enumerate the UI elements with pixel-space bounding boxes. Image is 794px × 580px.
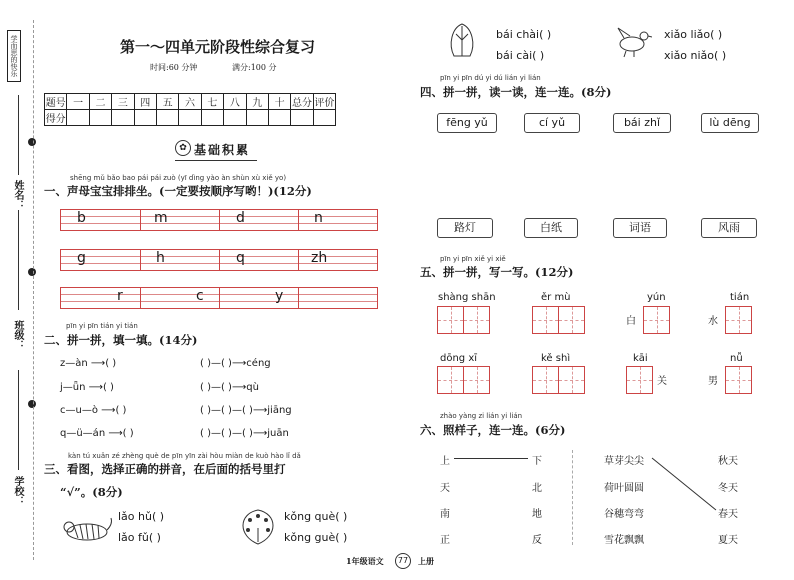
initial-letter: g (77, 250, 86, 266)
score-input[interactable] (224, 110, 246, 126)
match-left[interactable]: 雪花飘飘 (604, 535, 644, 546)
q2-line-left[interactable]: j—ǖn ⟶( ) (60, 382, 114, 393)
q6-title: 六、照样子，连一连。(6分) (420, 423, 566, 437)
q5-char: 白 (626, 316, 636, 327)
peacock-picture (238, 506, 278, 546)
q5-pinyin-prompt: dōng xī (440, 353, 478, 364)
initial-letter: b (77, 210, 86, 226)
score-input[interactable] (201, 110, 223, 126)
leaf-icon: ✿ (175, 140, 191, 156)
word-card[interactable]: 白纸 (524, 218, 578, 238)
match-left[interactable]: 荷叶圆圆 (604, 483, 644, 494)
initial-letter: zh (311, 250, 328, 266)
q6-pinyin: zhào yàng zi lián yi lián (440, 412, 523, 420)
option-b[interactable]: lǎo fǔ( ) (118, 531, 161, 544)
banner-underline (175, 160, 257, 161)
score-table (44, 93, 336, 126)
q4-pinyin: pīn yi pīn dú yi dú lián yi lián (440, 74, 541, 82)
time-limit: 时间:60 分钟 (150, 63, 198, 72)
class-label: 班级： (12, 320, 23, 350)
word-card[interactable]: 风雨 (701, 218, 757, 238)
initial-letter: y (275, 288, 284, 304)
writing-line[interactable] (60, 249, 378, 271)
q5-pinyin-prompt: tián (730, 292, 750, 303)
name-label: 姓名： (12, 180, 23, 210)
table-cell: 三 (112, 94, 134, 110)
q5-pinyin: pīn yi pīn xiě yi xiě (440, 255, 506, 263)
q5-char: 关 (657, 376, 667, 387)
tianzige-cell[interactable] (532, 366, 559, 394)
match-right[interactable]: 下 (532, 456, 542, 467)
score-input[interactable] (134, 110, 156, 126)
q2-line-right[interactable]: ( )—( )—( )⟶juān (200, 428, 289, 439)
sidebar-strip: 学而思的快乐 (7, 30, 21, 82)
table-cell: 八 (224, 94, 246, 110)
q2-pinyin: pīn yi pīn tián yi tián (66, 322, 138, 330)
option-a[interactable]: kǒng què( ) (284, 510, 348, 523)
pinyin-card[interactable]: fēng yǔ (437, 113, 497, 133)
initial-letter: c (196, 288, 204, 304)
q2-title: 二、拼一拼，填一填。(14分) (44, 333, 198, 347)
table-cell: 四 (134, 94, 156, 110)
tianzige-cell[interactable] (463, 306, 490, 334)
q2-line-right[interactable]: ( )—( )⟶céng (200, 358, 271, 369)
school-line (18, 370, 19, 470)
initial-letter: r (117, 288, 123, 304)
score-input[interactable] (179, 110, 201, 126)
q2-line-right[interactable]: ( )—( )—( )⟶jiāng (200, 405, 292, 416)
tianzige-cell[interactable] (437, 366, 464, 394)
q4-title: 四、拼一拼，读一读，连一连。(8分) (420, 85, 612, 99)
name-line (18, 95, 19, 175)
cut-line (33, 20, 34, 560)
score-input[interactable] (112, 110, 134, 126)
score-input[interactable] (313, 110, 335, 126)
table-cell: 评价 (313, 94, 335, 110)
table-cell: 题号 (45, 94, 67, 110)
score-input[interactable] (268, 110, 290, 126)
q5-title: 五、拼一拼，写一写。(12分) (420, 265, 574, 279)
page-number: 77 (395, 553, 411, 569)
initial-letter: n (314, 210, 323, 226)
pinyin-card[interactable]: bái zhǐ (613, 113, 671, 133)
tianzige-cell[interactable] (725, 306, 752, 334)
match-right[interactable]: 夏天 (718, 535, 738, 546)
q1-pinyin: shēng mǔ bǎo bao pái pái zuò (yī dìng yào àn shùn xù xiě yo) (70, 174, 287, 182)
initial-letter: q (236, 250, 245, 266)
q5-pinyin-prompt: shàng shān (438, 292, 496, 303)
q5-pinyin-prompt: yún (647, 292, 666, 303)
tianzige-cell[interactable] (463, 366, 490, 394)
q5-char: 水 (708, 316, 718, 327)
school-label: 学校： (12, 476, 23, 506)
pinyin-card[interactable]: lù dēng (701, 113, 759, 133)
q3-title: 三、看图，选择正确的拼音，在后面的括号里打 (44, 462, 286, 476)
table-cell: 五 (156, 94, 178, 110)
match-right[interactable]: 反 (532, 535, 542, 546)
match-left[interactable]: 正 (440, 535, 450, 546)
table-cell: 总分 (291, 94, 313, 110)
score-table-score-row (45, 110, 336, 126)
binding-hole (28, 138, 36, 146)
table-cell: 一 (67, 94, 89, 110)
table-cell: 六 (179, 94, 201, 110)
binding-hole (28, 268, 36, 276)
table-cell: 九 (246, 94, 268, 110)
score-input[interactable] (67, 110, 89, 126)
tianzige-cell[interactable] (725, 366, 752, 394)
writing-line[interactable] (60, 209, 378, 231)
table-cell: 十 (268, 94, 290, 110)
match-right[interactable]: 春天 (718, 509, 738, 520)
initial-letter: d (236, 210, 245, 226)
table-cell: 七 (201, 94, 223, 110)
q5-pinyin-prompt: kāi (633, 353, 648, 364)
q5-pinyin-prompt: ěr mù (541, 292, 571, 303)
table-cell: 得分 (45, 110, 67, 126)
q2-line-left[interactable]: q—ü—án ⟶( ) (60, 428, 134, 439)
score-input[interactable] (156, 110, 178, 126)
match-left[interactable]: 天 (440, 483, 450, 494)
q5-char: 男 (708, 376, 718, 387)
q3-title-cont: “√”。(8分) (60, 485, 123, 499)
q5-pinyin-prompt: kě shì (541, 353, 571, 364)
match-left[interactable]: 南 (440, 509, 450, 520)
option-b[interactable]: xiǎo niǎo( ) (664, 49, 727, 62)
full-score: 满分:100 分 (232, 63, 277, 72)
q2-line-right[interactable]: ( )—( )⟶qù (200, 382, 259, 393)
example-link-line (650, 455, 720, 515)
match-left[interactable]: 谷穗弯弯 (604, 509, 644, 520)
word-card[interactable]: 路灯 (437, 218, 493, 238)
option-a[interactable]: lǎo hǔ( ) (118, 510, 165, 523)
match-right[interactable]: 地 (532, 509, 542, 520)
tianzige-cell[interactable] (437, 306, 464, 334)
q3-pinyin: kàn tú xuǎn zé zhèng què de pīn yīn zài hòu miàn de kuò hào lǐ dǎ (68, 452, 301, 460)
footer-volume: 上册 (418, 556, 434, 566)
tianzige-cell[interactable] (558, 306, 585, 334)
tiger-picture (60, 512, 114, 546)
score-input[interactable] (89, 110, 111, 126)
initial-letter: m (154, 210, 168, 226)
tianzige-cell[interactable] (558, 366, 585, 394)
score-table-header-row (45, 94, 336, 110)
tianzige-cell[interactable] (643, 306, 670, 334)
q2-line-left[interactable]: z—àn ⟶( ) (60, 358, 117, 369)
tianzige-cell[interactable] (626, 366, 653, 394)
q5-pinyin-prompt: nǚ (730, 353, 743, 364)
match-right[interactable]: 北 (532, 483, 542, 494)
score-input[interactable] (291, 110, 313, 126)
q2-line-left[interactable]: c—u—ò ⟶( ) (60, 405, 127, 416)
page-title: 第一～四单元阶段性综合复习 (120, 38, 316, 56)
score-input[interactable] (246, 110, 268, 126)
class-line (18, 210, 19, 310)
binding-hole (28, 400, 36, 408)
option-a[interactable]: xiǎo liǎo( ) (664, 28, 723, 41)
match-left[interactable]: 草芽尖尖 (604, 456, 644, 467)
word-card[interactable]: 词语 (613, 218, 667, 238)
example-link-line (454, 458, 528, 459)
writing-line[interactable] (60, 287, 378, 309)
option-b[interactable]: kǒng guè( ) (284, 531, 348, 544)
q1-title: 一、声母宝宝排排坐。(一定要按顺序写哟！)(12分) (44, 184, 312, 198)
option-a[interactable]: bái chài( ) (496, 28, 552, 41)
option-b[interactable]: bái cài( ) (496, 49, 545, 62)
match-left[interactable]: 上 (440, 456, 450, 467)
pinyin-card[interactable]: cí yǔ (524, 113, 580, 133)
q6-divider (572, 450, 573, 545)
bird-picture (614, 24, 652, 58)
section-banner: 基础积累 (194, 143, 251, 157)
initial-letter: h (156, 250, 165, 266)
tianzige-cell[interactable] (532, 306, 559, 334)
match-right[interactable]: 秋天 (718, 456, 738, 467)
cabbage-picture (446, 22, 480, 58)
table-cell: 二 (89, 94, 111, 110)
match-right[interactable]: 冬天 (718, 483, 738, 494)
footer-book: 1年级语文 (346, 556, 384, 566)
